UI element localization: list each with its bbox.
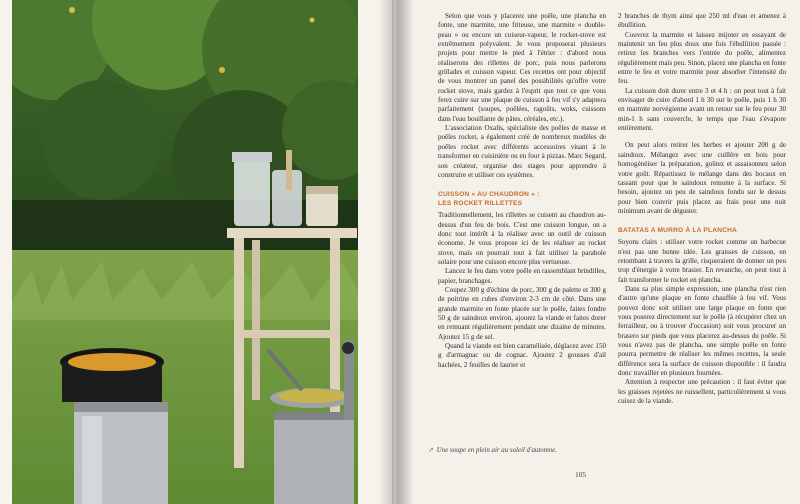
- outdoor-cooking-photo: [12, 0, 358, 504]
- text-column-right: [618, 12, 786, 406]
- section-heading-line-2: LES ROCKET RILLETTES: [438, 200, 523, 208]
- paragraph: Quand la viande est bien caramélisée, déglacez avec 150 g d'armagnac ou de cognac. Ajoutez 2 gousses d'ail hachées, 2 feuilles de laurier et: [438, 342, 606, 369]
- book-gutter: [378, 0, 414, 504]
- paragraph: 2 branches de thym ainsi que 250 ml d'eau et amenez à ébullition.: [618, 12, 786, 30]
- caption-text: Une soupe en plein air au soleil d'automne.: [436, 447, 557, 454]
- paragraph: Attention à respecter une précaution : il faut éviter que les graisses rejetées ne ruissellent, particulièrement si vous cuisez de la viande.: [618, 378, 786, 406]
- paragraph: L'association Oxalis, spécialiste des poêles de masse et poêles rocket, a également créé de nombreux modèles de poêles rocket avec différents accessoires visant à le transformer en cuisinière ou en four à pizzas. Marc Segard, son créateur, organise des stages pour apprendre à construire et utiliser ces systèmes.: [438, 124, 606, 179]
- paragraph: Coupez 300 g d'échine de porc, 300 g de palette et 300 g de poitrine en cubes d'environ 2-3 cm de côté. Dans une grande marmite en fonte placée sur le poêle, faites fondre 50 g de saindoux environ, ajoutez la viande et faites dorer en remuant régulièrement pendant une dizaine de minutes. Ajoutez 15 g de sel.: [438, 285, 606, 341]
- paragraph: Couvrez la marmite et laissez mijoter en essayant de maintenir un feu plus doux une fois l'ébullition passée : retirez les branches vers l'entrée du poêle, alimentez régulièrement mais peu. Sinon, placez une plancha en fonte entre le feu et votre marmite pour absorber l'intensité du feu.: [618, 30, 786, 86]
- text-column-left: [438, 12, 606, 370]
- paragraph: La cuisson doit durer entre 3 et 4 h : on peut tout à fait envisager de cuire d'abord 1 h 30 sur le poêle, puis 1 h 30 en marmite norvégienne avant un retour sur le feu pour 30 min-1 h sans couvercle, le temps que l'eau s'évapore entièrement.: [618, 86, 786, 133]
- paragraph: Selon que vous y placerez une poêle, une plancha en fonte, une marmite, une friteuse, une marmite « double-peau » ou encore un cuiseur-vapeur, le rocket-stove est extrêmement polyvalent. Je vous proposerai plusieurs projets pour mettre le pied à l'étrier : d'abord nous réaliserons des rillettes de porc, puis nous parlerons grillades et cuisson vapeur. Ces recettes ont pour objectif de vous montrer un panel des possibilités qu'offre votre rocket stove, mais gardez à l'esprit que tout ce que vous ferez cuire sur une plaque de cuisson à feu vif s'y adaptera parfaitement (soupes, poêlées, ragoûts, woks, cuissons dans l'eau bouillante de pâtes, céréales, etc.).: [438, 12, 606, 123]
- section-heading: [438, 190, 606, 208]
- section-heading-line-1: CUISSON « AU CHAUDRON » :: [438, 191, 540, 199]
- paragraph: Dans sa plus simple expression, une plancha n'est rien d'autre qu'une plaque en fonte chauffée à feu vif. Vous pouvez donc soit utiliser une large plaque en fonte que vous poserez directement sur le poêle (à récupérer chez un ferrailleur, ou à trouver d'occasion) soit vous procurer un brasero sur pieds que vous placerez au-dessus du poêle. Si vous n'avez pas de plancha, une simple poêle en fonte pourra permettre de réaliser les mêmes recettes, la seule différence sera la surface de cuisson disponible : il faudra donc travailler en plusieurs fournées.: [618, 284, 786, 378]
- page-number: 105: [575, 470, 587, 479]
- left-page: [0, 0, 392, 504]
- section-heading: BATATAS A MURRO À LA PLANCHA: [618, 227, 738, 235]
- paragraph: Traditionnellement, les rillettes se cuisent au chaudron au-dessus d'un feu de bois. C'est une cuisson longue, on a donc tout intérêt à la réaliser avec un outil de cuisson économe. Je vous propose ici de les réaliser au rocket stove, mais on pourrait tout à fait utiliser la parabole solaire pour une cuisson encore plus vertueuse.: [438, 211, 606, 266]
- photo-caption: [428, 446, 598, 454]
- paragraph: Soyons clairs : utiliser votre rocket comme un barbecue n'est pas une bonne idée. Les graisses de cuisson, en retombant à travers la grille, risqueraient de donner un peu trop d'énergie à votre brasier. En revanche, on peut tout à fait transformer le rocket en plancha.: [618, 238, 786, 284]
- paragraph: On peut alors retirer les herbes et ajouter 200 g de saindoux. Mélangez avec une cuillère en bois pour homogénéiser la préparation, goûtez et assaisonnez selon votre goût. Répartissez le mélange dans des bocaux en tassant pour que le saindoux remonte à la surface. Si besoin, ajoutez un peu de saindoux fondu sur le dessus pour bien couvrir puis placez au frais pour une nuit minimum avant de déguster.: [618, 141, 786, 215]
- caption-arrow-icon: ↗: [428, 447, 434, 454]
- paragraph: Lancez le feu dans votre poêle en rassemblant brindilles, papier, branchages.: [438, 267, 606, 285]
